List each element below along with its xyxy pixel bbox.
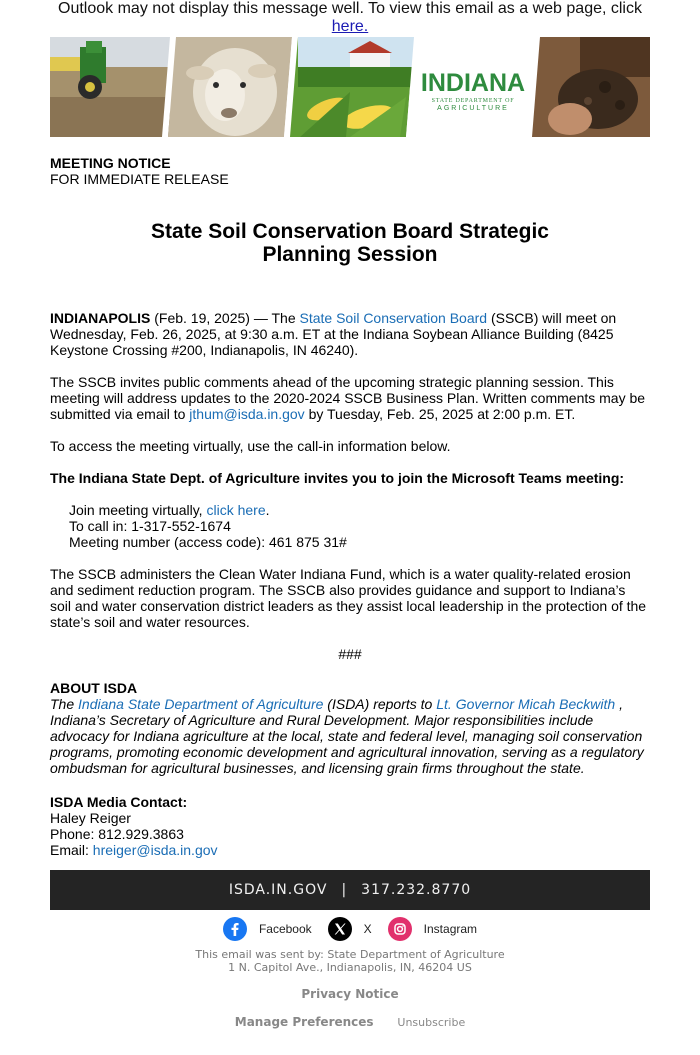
virtual-access-paragraph: To access the meeting virtually, use the call-in information below.	[50, 438, 451, 454]
release-label: FOR IMMEDIATE RELEASE	[50, 171, 229, 187]
meeting-details: (SSCB) will meet on Wednesday, Feb. 26, 2025, at 9:30 a.m. ET at the Indiana Soybean Alliance Building (8425 Keystone Crossing #200, Indianapolis, IN 46240).	[50, 310, 617, 358]
unsubscribe-link[interactable]: Unsubscribe	[397, 1016, 466, 1029]
web-view-link[interactable]: here.	[331, 18, 369, 35]
preferences-row	[0, 1015, 700, 1029]
outlook-notice-text: Outlook may not display this message well. To view this email as a web page, click	[58, 0, 642, 17]
meeting-notice-heading: MEETING NOTICE	[50, 155, 171, 171]
press-release-body	[50, 155, 650, 858]
social-links	[0, 916, 700, 942]
isda-site-link[interactable]: ISDA.IN.GOV	[228, 882, 328, 898]
tractor-photo	[50, 37, 170, 137]
meeting-number: Meeting number (access code): 461 875 31#	[69, 534, 347, 550]
facebook-label[interactable]: Facebook	[258, 922, 312, 936]
isda-logo	[420, 37, 530, 137]
instagram-icon[interactable]	[388, 917, 412, 941]
banner-image	[50, 37, 650, 137]
about-text-1: The	[50, 696, 79, 712]
footer-phone: 317.232.8770	[361, 882, 472, 898]
media-contact-phone: Phone: 812.929.3863	[50, 826, 184, 842]
media-contact-name: Haley Reiger	[50, 810, 131, 826]
join-meeting-link[interactable]: click here	[206, 502, 266, 518]
soil-photo	[532, 37, 650, 137]
comments-deadline: by Tuesday, Feb. 25, 2025 at 2:00 p.m. ET.	[304, 406, 576, 422]
privacy-notice-link[interactable]: Privacy Notice	[301, 987, 399, 1001]
outlook-notice	[0, 0, 700, 36]
about-isda	[50, 680, 650, 776]
email-label: Email:	[50, 842, 93, 858]
about-heading: ABOUT ISDA	[50, 680, 138, 696]
isda-link[interactable]: Indiana State Department of Agriculture	[78, 696, 324, 712]
about-text-2: (ISDA) reports to	[323, 696, 437, 712]
teams-heading: The Indiana State Dept. of Agriculture invites you to join the Microsoft Teams meeting:	[50, 470, 625, 486]
release-date: (Feb. 19, 2025) — The	[150, 310, 300, 326]
page-title	[50, 220, 650, 266]
footer-separator: |	[341, 882, 348, 898]
media-email-link[interactable]: hreiger@isda.in.gov	[92, 842, 218, 858]
about-text-3: , Indiana’s Secretary of Agriculture and Rural Development. Major responsibilities include advocacy for Indiana agriculture at the local, state and federal level, managing soil conservation programs, promoting economic development and agricultural innovation, serving as a regulatory ombudsman for agricultural businesses, and licensing grain firms throughout the state.	[50, 696, 644, 776]
title-line-2: Planning Session	[262, 243, 438, 266]
join-end: .	[265, 502, 270, 518]
call-in-number: To call in: 1-317-552-1674	[69, 518, 231, 534]
comments-paragraph	[50, 374, 650, 422]
media-contact	[50, 794, 650, 858]
dateline: INDIANAPOLIS	[50, 310, 151, 326]
title-line-1: State Soil Conservation Board Strategic	[151, 220, 549, 243]
sender-line: This email was sent by: State Department of Agriculture	[195, 948, 505, 961]
comments-email-link[interactable]: jthum@isda.in.gov	[189, 406, 305, 422]
x-label[interactable]: X	[363, 922, 372, 936]
sscb-link[interactable]: State Soil Conservation Board	[299, 310, 488, 326]
manage-preferences-link[interactable]: Manage Preferences	[234, 1015, 374, 1029]
about-text	[50, 696, 650, 776]
comments-text: The SSCB invites public comments ahead of the upcoming strategic planning session. This meeting will address updates to the 2020-2024 SSCB Business Plan. Written comments may be submitted via email to	[50, 374, 646, 422]
sheep-photo	[168, 37, 292, 137]
lt-governor-link[interactable]: Lt. Governor Micah Beckwith	[436, 696, 616, 712]
end-mark: ###	[338, 646, 362, 662]
social-x[interactable]	[328, 917, 372, 941]
facebook-icon[interactable]	[223, 917, 247, 941]
media-contact-email-line	[50, 842, 650, 858]
header-banner	[50, 37, 650, 137]
meeting-info	[50, 502, 650, 550]
sscb-description: The SSCB administers the Clean Water Indiana Fund, which is a water quality-related erosion and sediment reduction program. The SSCB also provides guidance and support to Indiana’s soil and water conservation district leaders as they assist local leadership in the protection of the state’s soil and water resources.	[50, 566, 647, 630]
logo-main-text: INDIANA	[420, 69, 526, 97]
announcement-paragraph	[50, 310, 650, 358]
logo-sub-text-2: AGRICULTURE	[437, 105, 509, 112]
join-text: Join meeting virtually,	[69, 502, 207, 518]
sender-info	[0, 948, 700, 974]
join-meeting-line	[69, 502, 650, 518]
sender-address: 1 N. Capitol Ave., Indianapolis, IN, 46204 US	[228, 961, 472, 974]
footer-bar	[50, 870, 650, 910]
social-facebook[interactable]	[223, 917, 312, 941]
corn-photo	[290, 37, 414, 137]
logo-sub-text-1: STATE DEPARTMENT OF	[431, 98, 515, 104]
instagram-label[interactable]: Instagram	[423, 922, 478, 936]
x-icon[interactable]	[328, 917, 352, 941]
media-contact-heading: ISDA Media Contact:	[50, 794, 188, 810]
social-instagram[interactable]	[388, 917, 477, 941]
